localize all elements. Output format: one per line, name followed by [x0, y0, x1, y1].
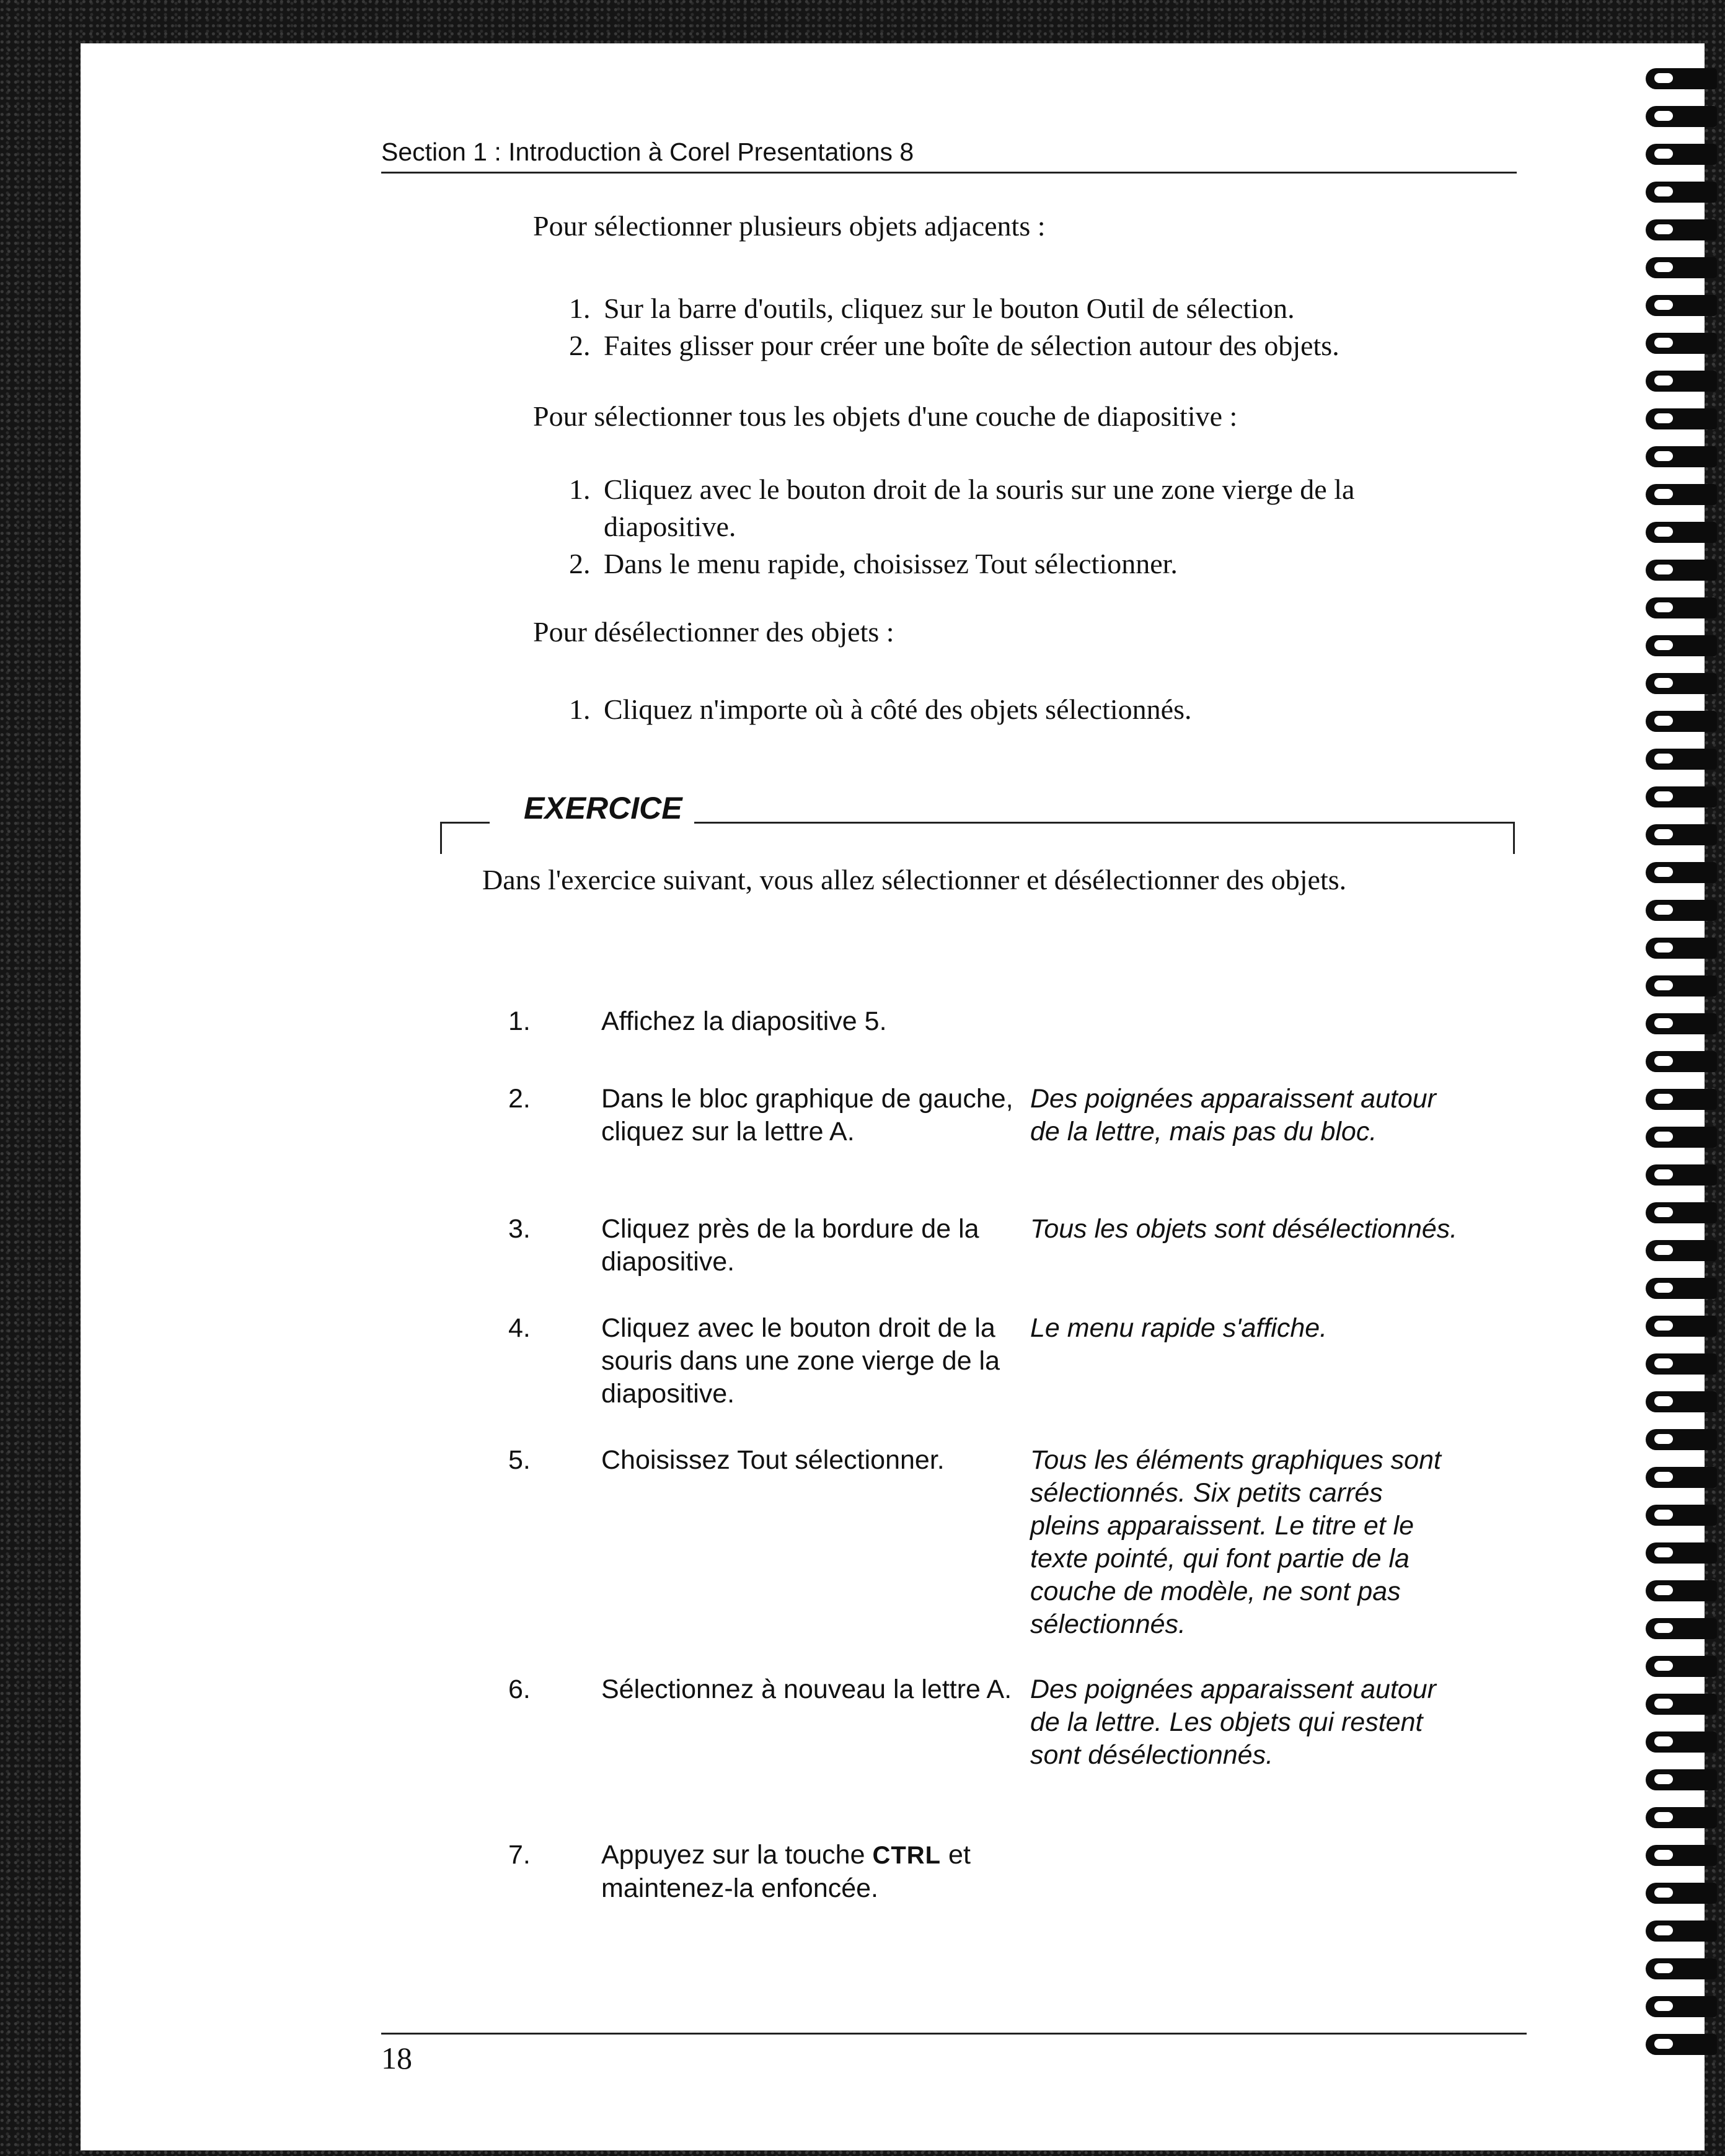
exercise-step	[508, 1083, 1525, 1148]
section-intro: Pour sélectionner plusieurs objets adjacents :	[533, 210, 1046, 242]
exercise-title: EXERCICE	[524, 791, 682, 825]
step-list	[569, 471, 1490, 583]
spiral-coil	[1646, 1731, 1717, 1753]
step-action: Cliquez avec le bouton droit de la souris dans une zone vierge de la diapositive.	[601, 1313, 1000, 1409]
spiral-coil	[1646, 1164, 1717, 1186]
spiral-coil	[1646, 1921, 1717, 1942]
spiral-coil	[1646, 333, 1717, 354]
exercise-step	[508, 1213, 1525, 1278]
section-header: Section 1 : Introduction à Corel Presentations 8	[381, 138, 914, 166]
step-number: 1.	[569, 293, 591, 324]
list-item	[569, 290, 1490, 327]
spiral-coil	[1646, 1051, 1717, 1072]
step-action: Choisissez Tout sélectionner.	[601, 1445, 945, 1475]
step-action: Affichez la diapositive 5.	[601, 1006, 887, 1036]
step-number: 5.	[508, 1445, 531, 1475]
spiral-coil	[1646, 862, 1717, 883]
spiral-coil	[1646, 1278, 1717, 1299]
step-number: 7.	[508, 1840, 531, 1870]
step-action	[601, 1839, 1030, 1905]
list-item	[569, 471, 1490, 545]
action-text: Appuyez sur la touche	[601, 1840, 873, 1870]
spiral-coil	[1646, 106, 1717, 127]
spiral-coil	[1646, 1580, 1717, 1601]
spiral-coil	[1646, 1694, 1717, 1715]
step-number: 2.	[569, 548, 591, 579]
spiral-coil	[1646, 1089, 1717, 1110]
step-text: Faites glisser pour créer une boîte de sélection autour des objets.	[604, 330, 1339, 361]
spiral-coil	[1646, 371, 1717, 392]
spiral-coil	[1646, 1429, 1717, 1450]
header-rule	[381, 172, 1517, 174]
spiral-coil	[1646, 2034, 1717, 2055]
spiral-coil	[1646, 1353, 1717, 1375]
ctrl-key: CTRL	[872, 1842, 942, 1869]
exercise-intro: Dans l'exercice suivant, vous allez sélectionner et désélectionner des objets.	[482, 864, 1347, 895]
spiral-coil	[1646, 522, 1717, 543]
action-text: et maintenez-la enfoncée.	[601, 1840, 971, 1903]
spiral-coil	[1646, 1316, 1717, 1337]
spiral-coil	[1646, 1505, 1717, 1526]
spiral-coil	[1646, 1202, 1717, 1223]
page-number: 18	[381, 2041, 412, 2075]
step-list	[569, 691, 1490, 728]
spiral-coil	[1646, 1996, 1717, 2017]
step-action: Sélectionnez à nouveau la lettre A.	[601, 1674, 1012, 1704]
section-intro: Pour sélectionner tous les objets d'une couche de diapositive :	[533, 400, 1238, 432]
spiral-coil	[1646, 219, 1717, 240]
spiral-coil	[1646, 1127, 1717, 1148]
step-result: Le menu rapide s'affiche.	[1030, 1313, 1328, 1343]
footer-rule	[381, 2033, 1527, 2035]
spiral-coil	[1646, 68, 1717, 89]
spiral-coil	[1646, 144, 1717, 165]
spiral-coil	[1646, 295, 1717, 316]
step-text: Cliquez avec le bouton droit de la souris sur une zone vierge de la diapositive.	[604, 473, 1355, 542]
step-result: Des poignées apparaissent autour de la lettre. Les objets qui restent sont désélectionnés.	[1030, 1674, 1436, 1770]
step-action: Dans le bloc graphique de gauche, cliquez sur la lettre A.	[601, 1084, 1013, 1146]
spiral-coil	[1646, 1958, 1717, 1979]
step-text: Dans le menu rapide, choisissez Tout sélectionner.	[604, 548, 1178, 579]
exercise-step	[508, 1673, 1525, 1772]
spiral-coil	[1646, 1618, 1717, 1639]
spiral-coil	[1646, 635, 1717, 656]
document-page	[81, 43, 1705, 2150]
spiral-coil	[1646, 1845, 1717, 1866]
list-item	[569, 691, 1490, 728]
exercise-step	[508, 1312, 1525, 1410]
step-list	[569, 290, 1490, 364]
spiral-coil	[1646, 1542, 1717, 1564]
step-result	[1030, 1839, 1458, 1905]
exercise-step	[508, 1444, 1525, 1641]
spiral-coil	[1646, 1391, 1717, 1412]
step-number: 4.	[508, 1313, 531, 1343]
step-number: 1.	[508, 1006, 531, 1036]
spiral-coil	[1646, 446, 1717, 467]
spiral-coil	[1646, 484, 1717, 505]
exercise-box-corner	[1513, 822, 1515, 854]
spiral-coil	[1646, 257, 1717, 278]
list-item	[569, 327, 1490, 364]
step-result: Des poignées apparaissent autour de la lettre, mais pas du bloc.	[1030, 1084, 1436, 1146]
section-intro: Pour désélectionner des objets :	[533, 616, 894, 648]
exercise-box-corner	[440, 822, 442, 854]
step-text: Sur la barre d'outils, cliquez sur le bouton Outil de sélection.	[604, 293, 1295, 324]
spiral-coil	[1646, 900, 1717, 921]
spiral-coil	[1646, 1013, 1717, 1034]
step-result: Tous les objets sont désélectionnés.	[1030, 1214, 1458, 1244]
step-number: 1.	[569, 473, 591, 505]
spiral-coil	[1646, 975, 1717, 997]
step-text: Cliquez n'importe où à côté des objets sélectionnés.	[604, 693, 1192, 725]
spiral-coil	[1646, 560, 1717, 581]
step-number: 2.	[508, 1084, 531, 1114]
step-number: 1.	[569, 693, 591, 725]
step-result	[1030, 1005, 1458, 1038]
spiral-coil	[1646, 786, 1717, 807]
exercise-box-rule	[440, 822, 490, 824]
spiral-coil	[1646, 938, 1717, 959]
spiral-coil	[1646, 824, 1717, 845]
step-action: Cliquez près de la bordure de la diapositive.	[601, 1214, 979, 1277]
exercise-box-rule	[694, 822, 1515, 824]
step-number: 2.	[569, 330, 591, 361]
spiral-coil	[1646, 673, 1717, 694]
spiral-coil	[1646, 1240, 1717, 1261]
spiral-binding	[1646, 68, 1725, 2113]
exercise-step	[508, 1005, 1525, 1038]
spiral-coil	[1646, 749, 1717, 770]
step-number: 3.	[508, 1214, 531, 1244]
spiral-coil	[1646, 1883, 1717, 1904]
step-result: Tous les éléments graphiques sont sélectionnés. Six petits carrés pleins apparaissent. Le titre et le texte pointé, qui font partie de la couche de modèle, ne sont pas sélectionnés.	[1030, 1445, 1441, 1639]
list-item	[569, 545, 1490, 583]
spiral-coil	[1646, 1656, 1717, 1677]
exercise-step	[508, 1839, 1525, 1905]
spiral-coil	[1646, 711, 1717, 732]
spiral-coil	[1646, 182, 1717, 203]
spiral-coil	[1646, 1467, 1717, 1488]
spiral-coil	[1646, 408, 1717, 429]
step-number: 6.	[508, 1674, 531, 1704]
spiral-coil	[1646, 1807, 1717, 1828]
spiral-coil	[1646, 597, 1717, 618]
spiral-coil	[1646, 1769, 1717, 1790]
